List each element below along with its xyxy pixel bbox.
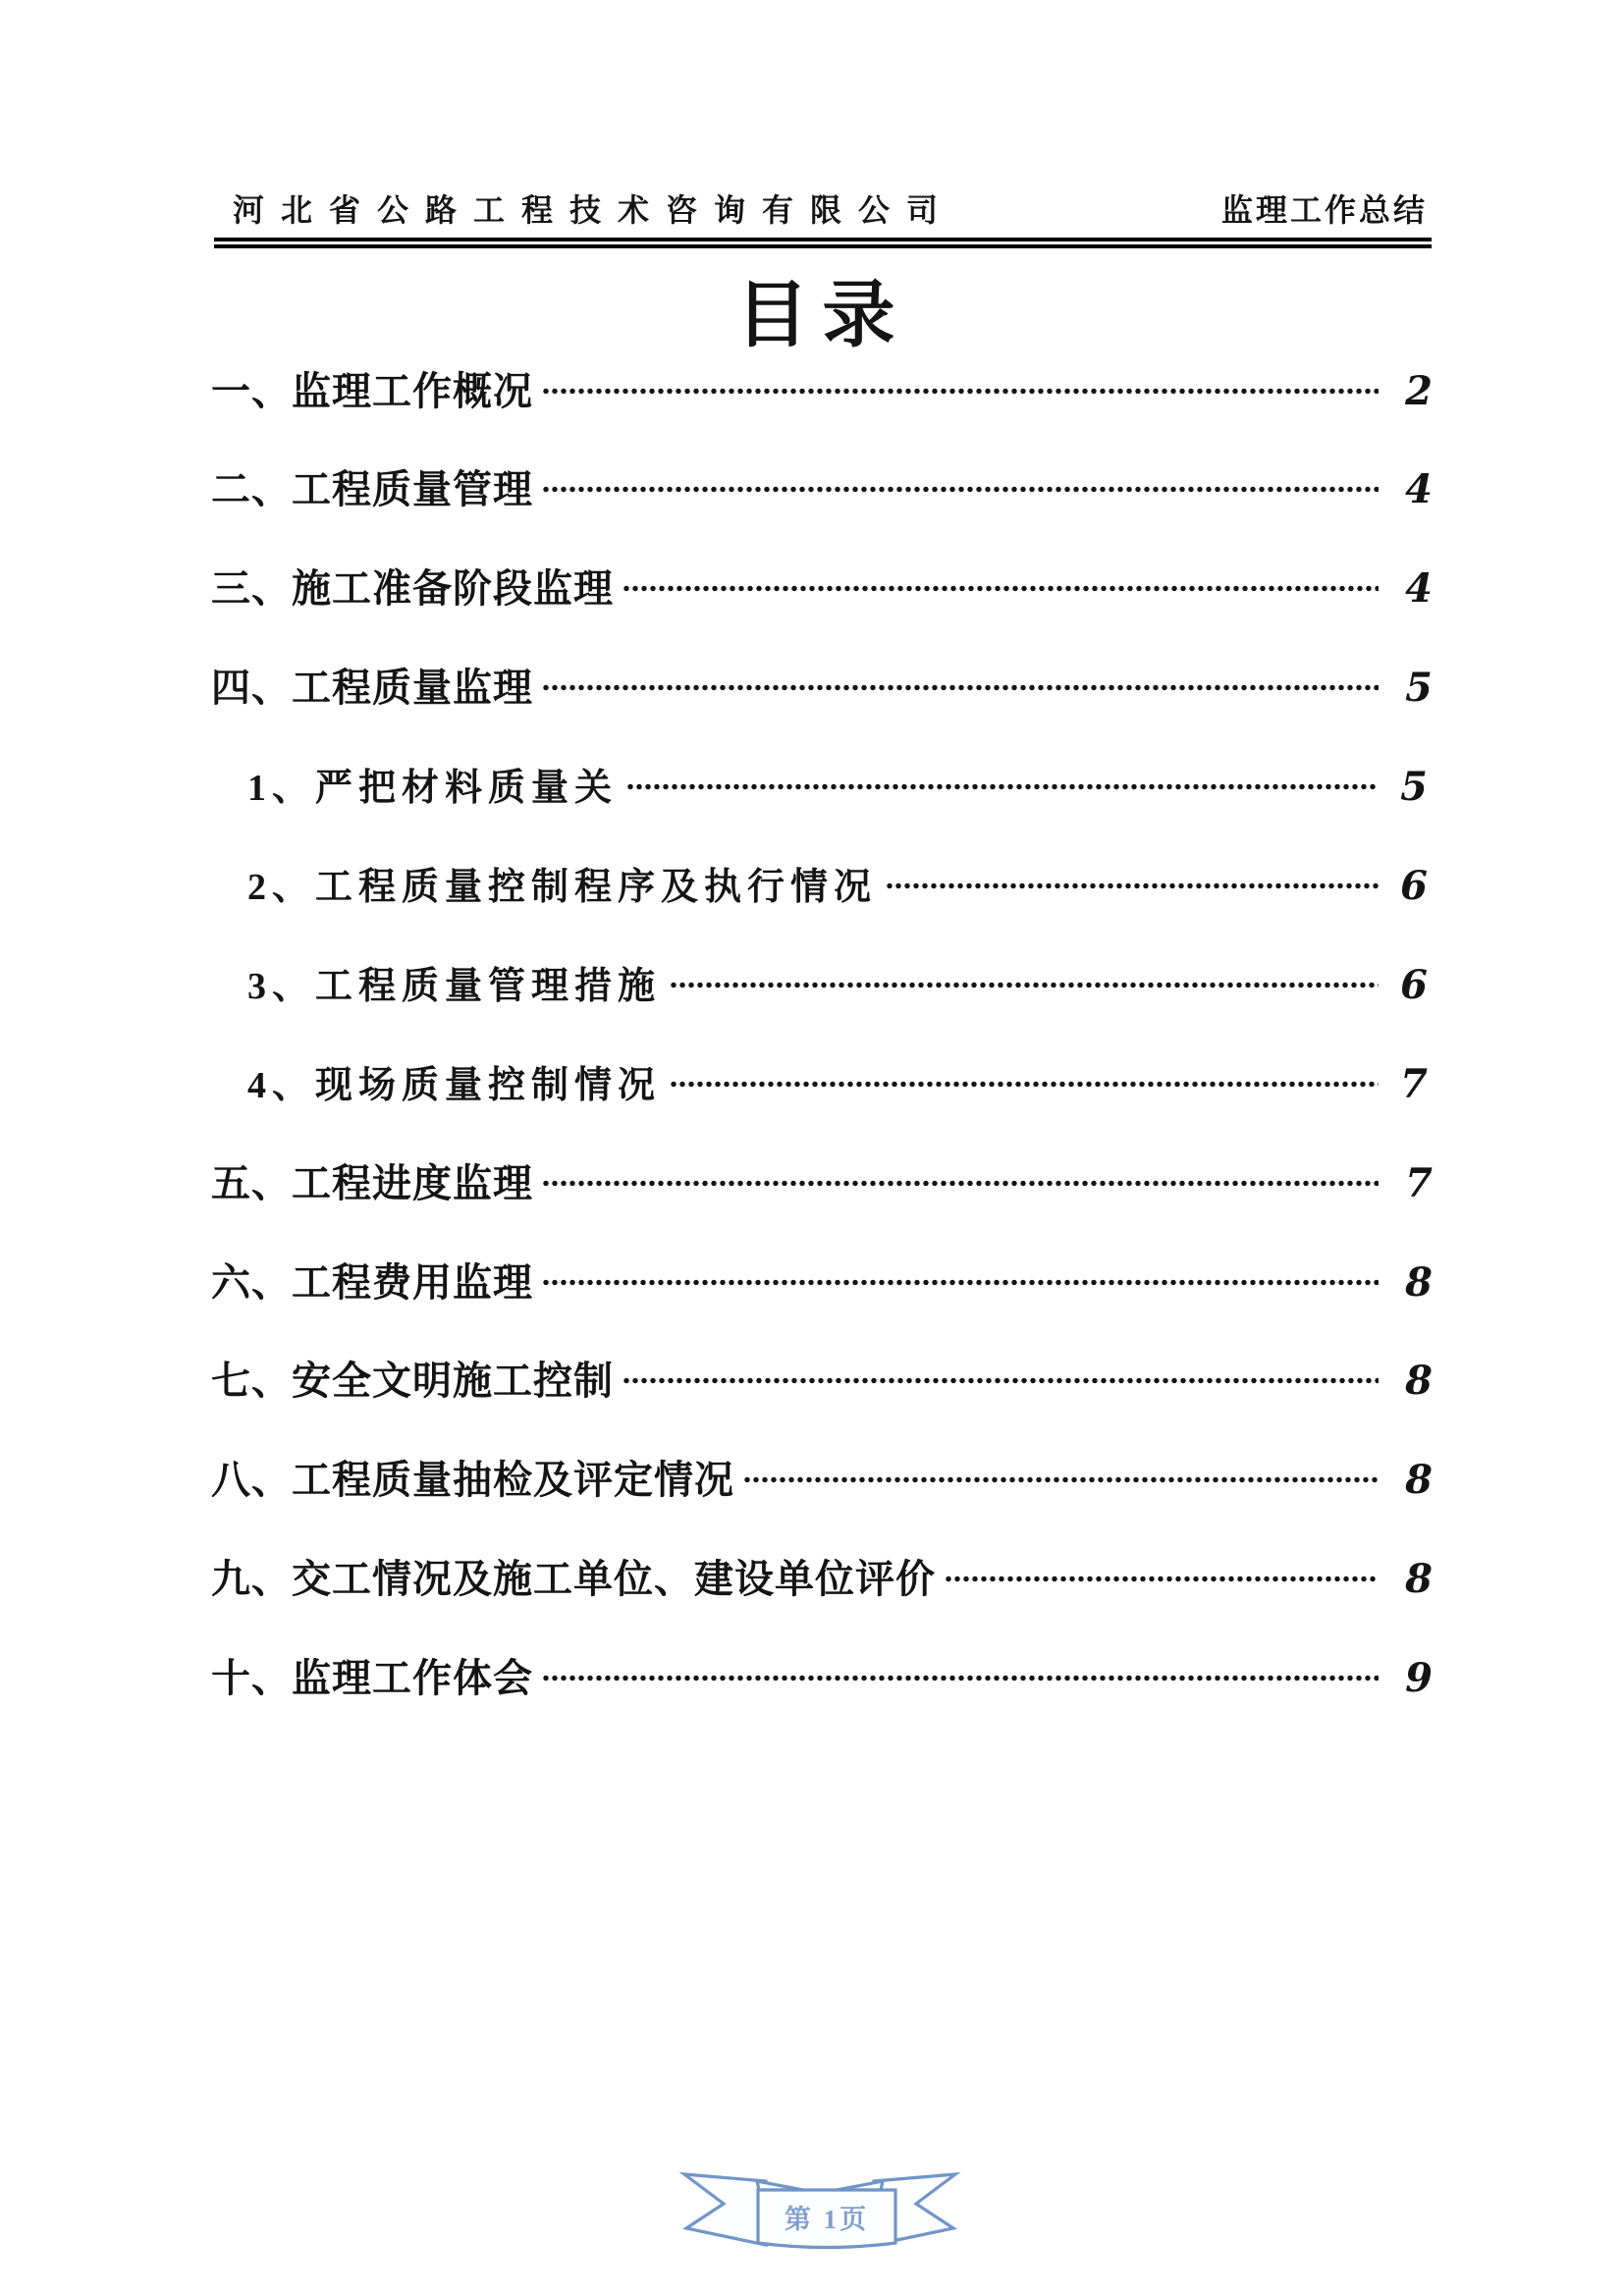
toc-entry-page: 5 (1405, 665, 1434, 712)
toc-leader-dots (543, 684, 1379, 691)
toc-entry-label: 4、现场质量控制情况 (247, 1064, 662, 1106)
toc-entry-page: 7 (1400, 1060, 1434, 1107)
toc-entry (211, 663, 1434, 712)
toc-entry (211, 365, 1434, 414)
toc-entry-label: 三、施工准备阶段监理 (211, 566, 614, 612)
toc-leader-dots (543, 486, 1379, 493)
toc-leader-dots (543, 1180, 1379, 1187)
toc-list (211, 365, 1434, 1751)
toc-entry-page: 8 (1405, 1556, 1434, 1603)
toc-entry (211, 762, 1434, 811)
toc-leader-dots (543, 1675, 1379, 1682)
toc-entry-label: 1、严把材料质量关 (247, 768, 619, 810)
header-doc-title: 监理工作总结 (1220, 192, 1428, 228)
toc-entry-label: 七、安全文明施工控制 (211, 1359, 614, 1404)
toc-entry-page: 7 (1405, 1159, 1434, 1206)
toc-entry-page: 8 (1405, 1258, 1434, 1306)
toc-leader-dots (543, 388, 1379, 395)
toc-leader-dots (946, 1575, 1379, 1582)
toc-entry-page: 8 (1405, 1457, 1434, 1504)
page-header (233, 192, 1428, 228)
toc-leader-dots (671, 982, 1379, 988)
toc-title: 目录 (735, 276, 909, 356)
toc-entry-label: 四、工程质量监理 (211, 666, 533, 711)
toc-entry (211, 1157, 1434, 1206)
toc-entry-label: 九、交工情况及施工单位、建设单位评价 (211, 1557, 936, 1602)
toc-entry (211, 563, 1434, 613)
toc-leader-dots (744, 1476, 1379, 1483)
page-number-ribbon (682, 2171, 957, 2254)
toc-entry-label: 一、监理工作概况 (211, 368, 533, 413)
toc-entry (211, 1356, 1434, 1405)
toc-entry (211, 1256, 1434, 1306)
toc-leader-dots (671, 1081, 1379, 1088)
toc-entry-page: 6 (1400, 862, 1434, 909)
toc-entry-page: 6 (1400, 961, 1434, 1008)
toc-leader-dots (887, 882, 1379, 889)
toc-entry-label: 2、工程质量控制程序及执行情况 (247, 866, 878, 908)
toc-entry (211, 1455, 1434, 1504)
header-double-rule (214, 238, 1432, 248)
toc-entry (211, 1653, 1434, 1702)
toc-entry (211, 1554, 1434, 1603)
toc-entry-label: 五、工程进度监理 (211, 1160, 533, 1205)
toc-leader-dots (543, 1279, 1379, 1286)
ribbon-left-wing (684, 2174, 766, 2245)
header-company-name: 河北省公路工程技术咨询有限公司 (233, 192, 955, 228)
toc-entry (211, 464, 1434, 513)
toc-entry-label: 二、工程质量管理 (211, 467, 533, 512)
toc-entry-page: 4 (1405, 565, 1434, 613)
toc-entry-label: 六、工程费用监理 (211, 1259, 533, 1305)
toc-entry-page: 9 (1405, 1655, 1434, 1702)
toc-entry-label: 八、工程质量抽检及评定情况 (211, 1458, 734, 1503)
rule-bottom-line (214, 244, 1432, 248)
toc-leader-dots (623, 1377, 1379, 1384)
toc-entry-page: 4 (1405, 466, 1434, 513)
toc-entry-page: 8 (1405, 1358, 1434, 1405)
toc-entry-page: 5 (1400, 764, 1434, 811)
toc-entry-label: 十、监理工作体会 (211, 1656, 533, 1701)
toc-entry (211, 1058, 1434, 1107)
toc-leader-dots (623, 585, 1379, 592)
toc-entry (211, 959, 1434, 1008)
toc-entry (211, 860, 1434, 909)
toc-entry-label: 3、工程质量管理措施 (247, 965, 662, 1007)
toc-entry-page: 2 (1405, 367, 1434, 414)
page-number-label: 第 1页 (784, 2204, 870, 2234)
toc-leader-dots (627, 783, 1379, 790)
